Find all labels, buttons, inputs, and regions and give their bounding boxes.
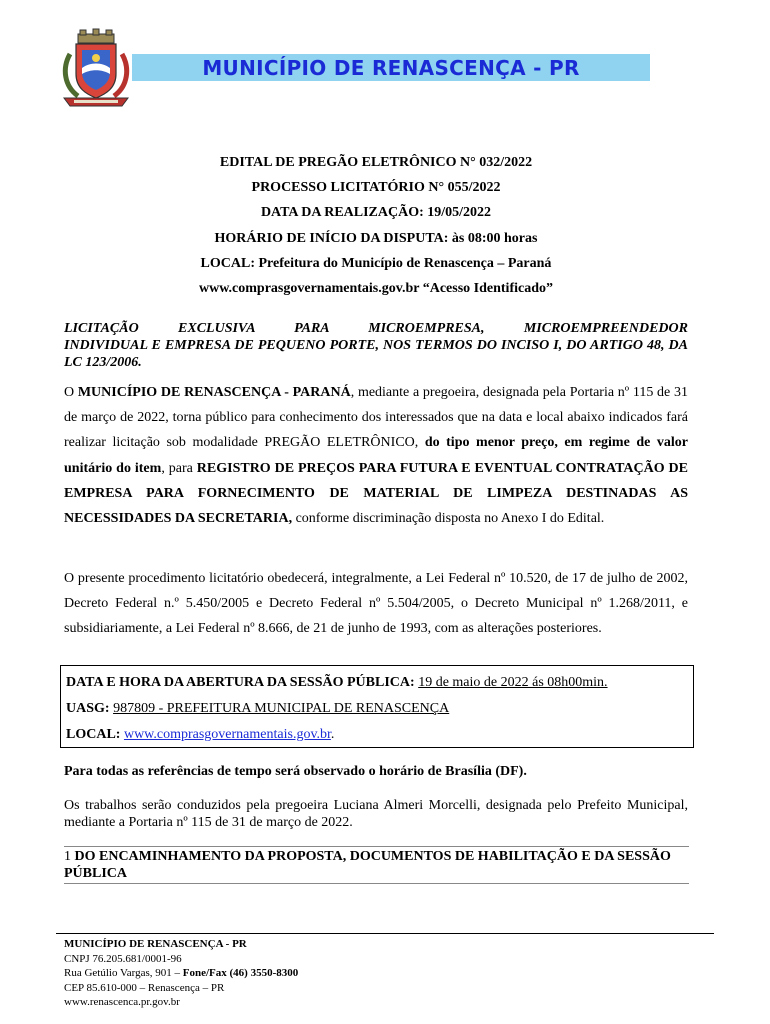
footer-cep: CEP 85.610-000 – Renascença – PR xyxy=(64,981,225,994)
exclusive-notice-line1: LICITAÇÃO EXCLUSIVA PARA MICROEMPRESA, MICROEMPREENDEDOR xyxy=(64,321,688,336)
exclusive-bidding-notice xyxy=(64,320,688,371)
legal-basis-paragraph: O presente procedimento licitatório obedecerá, integralmente, a Lei Federal nº 10.520, de 17 de julho de 2002, Decreto Federal n.º 5.450/2005 e Decreto Federal nº 5.504/2005, o Decreto Municipal nº 1.268/2011, e subsidiariamente, a Lei Federal nº 8.666, de 21 de junho de 1993, com as alterações posteriores. xyxy=(64,571,688,637)
page-footer xyxy=(64,937,298,1010)
compras-governamentais-link[interactable]: www.comprasgovernamentais.gov.br xyxy=(123,727,331,742)
municipality-banner: MUNICÍPIO DE RENASCENÇA - PR xyxy=(132,54,650,81)
municipal-coat-of-arms-icon xyxy=(60,28,132,110)
section-divider-top xyxy=(64,846,689,847)
session-local-line xyxy=(66,722,688,748)
edital-number: EDITAL DE PREGÃO ELETRÔNICO N° 032/2022 xyxy=(219,155,533,170)
intro-text-4: conforme discriminação disposta no Anexo I do Edital. xyxy=(292,511,605,527)
footer-phone: Fone/Fax (46) 3550-8300 xyxy=(182,967,299,979)
session-date-line xyxy=(66,670,688,696)
footer-address: Rua Getúlio Vargas, 901 – xyxy=(64,967,183,979)
intro-paragraph xyxy=(64,380,688,531)
section-divider-bottom xyxy=(64,883,689,884)
time-reference-note: Para todas as referências de tempo será observado o horário de Brasília (DF). xyxy=(64,764,527,779)
session-date-value: 19 de maio de 2022 ás 08h00min. xyxy=(418,675,608,690)
footer-municipality-name: MUNICÍPIO DE RENASCENÇA - PR xyxy=(64,938,247,950)
municipality-name: MUNICÍPIO DE RENASCENÇA - PARANÁ xyxy=(77,385,351,400)
intro-text-3: , para xyxy=(161,460,197,476)
dispute-start-time: HORÁRIO DE INÍCIO DA DISPUTA: às 08:00 horas xyxy=(214,230,538,246)
website-access: www.comprasgovernamentais.gov.br “Acesso Identificado” xyxy=(198,280,553,296)
process-number: PROCESSO LICITATÓRIO N° 055/2022 xyxy=(251,180,501,196)
session-local-suffix: . xyxy=(330,727,335,742)
edital-title-block xyxy=(64,150,688,301)
uasg-value: 987809 - PREFEITURA MUNICIPAL DE RENASCENÇA xyxy=(113,701,450,716)
session-local-label: LOCAL: xyxy=(66,727,121,742)
works-paragraph: Os trabalhos serão conduzidos pela pregoeira Luciana Almeri Morcelli, designada pelo Prefeito Municipal, mediante a Portaria nº 115 de 31 de março de 2022. xyxy=(64,798,688,830)
footer-divider xyxy=(56,933,714,934)
exclusive-notice-rest: INDIVIDUAL E EMPRESA DE PEQUENO PORTE, NOS TERMOS DO INCISO I, DO ARTIGO 48, DA LC 123/2006. xyxy=(64,338,688,370)
bid-object: REGISTRO DE PREÇOS PARA FUTURA E EVENTUAL CONTRATAÇÃO DE EMPRESA PARA FORNECIMENTO DE MATERIAL DE LIMPEZA DESTINADAS AS NECESSIDADES DA SECRETARIA, xyxy=(64,460,688,527)
footer-cnpj: CNPJ 76.205.681/0001-96 xyxy=(64,952,182,965)
intro-text-1: O xyxy=(64,385,78,400)
session-info-box xyxy=(60,665,694,748)
section-1-title: DO ENCAMINHAMENTO DA PROPOSTA, DOCUMENTOS DE HABILITAÇÃO E DA SESSÃO PÚBLICA xyxy=(64,849,671,881)
footer-website: www.renascenca.pr.gov.br xyxy=(64,996,180,1008)
uasg-label: UASG: xyxy=(66,701,110,716)
location: LOCAL: Prefeitura do Município de Renascença – Paraná xyxy=(200,255,552,271)
uasg-line xyxy=(66,696,688,722)
footer-address-line xyxy=(64,966,298,981)
intro-text-2: , mediante a pregoeira, designada pela Portaria nº 115 de 31 de março de 2022, torna público para conhecimento dos interessados que na data e local abaixo indicados fará realizar licitação sob modalidade PREGÃO ELETRÔNICO, xyxy=(64,385,688,451)
section-1-number: 1 xyxy=(64,849,71,864)
section-1-heading xyxy=(64,848,688,882)
session-date-label: DATA E HORA DA ABERTURA DA SESSÃO PÚBLICA: xyxy=(66,675,415,690)
bid-type: do tipo menor preço, em regime de valor unitário do item xyxy=(64,435,688,476)
realization-date: DATA DA REALIZAÇÃO: 19/05/2022 xyxy=(260,205,492,221)
